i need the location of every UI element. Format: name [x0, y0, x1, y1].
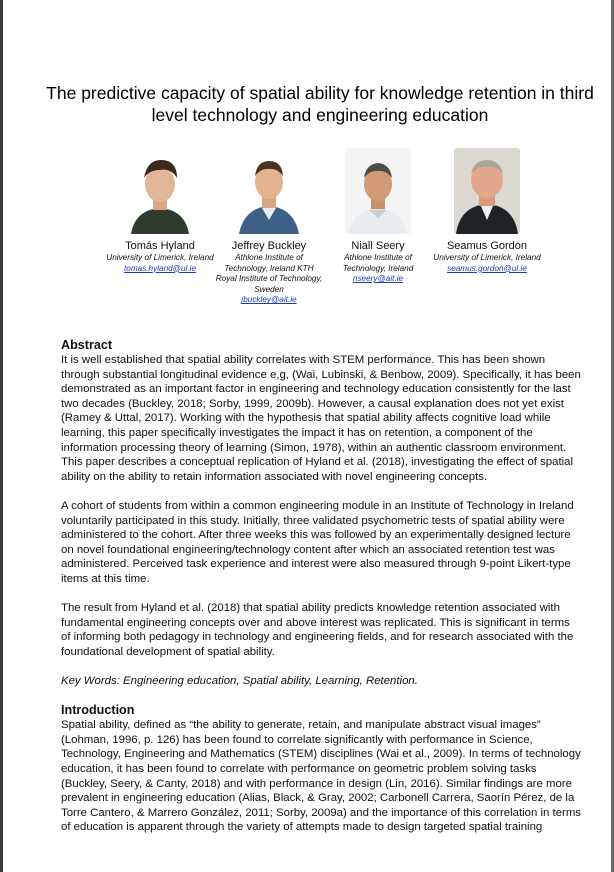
author-photo — [345, 148, 411, 234]
abstract-paragraph: A cohort of students from within a common engineering module in an Institute of Technology in Ireland voluntarily participated in this study. Initially, three validated psychometric tests of spatial ability were administered to the cohort. After three weeks this was followed by an experimentally designed lecture on novel foundational engineering/technology content after which an associated retention test was administered. Perceived task experience and interest were also measured through 9-point Likert-type items at this time. — [61, 499, 574, 585]
paper-title: The predictive capacity of spatial ability for knowledge retention in third level technology and engineering education — [46, 83, 594, 125]
author-photo — [236, 148, 302, 234]
author-affiliation: University of Limerick, Ireland — [433, 253, 541, 262]
author-name: Jeffrey Buckley — [231, 240, 307, 252]
author-card — [432, 148, 542, 274]
author-photo — [127, 148, 193, 234]
author-name: Seamus Gordon — [446, 240, 528, 252]
author-photo — [454, 148, 520, 234]
author-name: Niall Seery — [351, 240, 405, 252]
author-card — [105, 148, 215, 274]
abstract-heading: Abstract — [61, 338, 113, 352]
author-affiliation: University of Limerick, Ireland — [106, 253, 214, 262]
author-affiliation: Athlone Institute of Technology, Ireland KTH Royal Institute of Technology, Sweden — [215, 253, 323, 294]
abstract-paragraph: The result from Hyland et al. (2018) that spatial ability predicts knowledge retention associated with fundamental engineering concepts over and above interest was replicated. This is significant in terms of informing both pedagogy in technology and engineering fields, and for research associated with the foundational development of spatial ability. — [61, 602, 574, 658]
abstract-paragraph: It is well established that spatial ability correlates with STEM performance. This has been shown through substantial longitudinal evidence e,g, (Wai, Lubinski, & Benbow, 2009). Specifically, it has been demonstrated as an important factor in engineering and technology education consistently for the last two decades (Buckley, 2018; Sorby, 1999, 2009b). However, a causal explanation does not yet exist (Ramey & Uttal, 2017). Working with the hypothesis that spatial ability affects cognitive load while learning, this paper specifically investigates the impact it has on retention, a component of the information processing theory of learning (Simon, 1978), within an authentic classroom environment. This paper describes a conceptual replication of Hyland et al. (2018), investigating the effect of spatial ability on the ability to retain information associated with novel engineering concepts. — [61, 354, 581, 483]
author-email-link[interactable]: jbuckley@ait.ie — [241, 295, 297, 305]
author-email-link[interactable]: seamus.gordon@ul.ie — [447, 263, 527, 273]
author-name: Tomás Hyland — [125, 240, 195, 252]
author-email-link[interactable]: tomas.hyland@ul.ie — [123, 263, 197, 273]
keywords: Key Words: Engineering education, Spatial ability, Learning, Retention. — [61, 675, 418, 688]
paper-body — [61, 338, 581, 835]
author-email-link[interactable]: nseery@ait.ie — [352, 274, 404, 284]
author-card — [323, 148, 433, 285]
introduction-heading: Introduction — [61, 703, 135, 718]
author-card — [214, 148, 324, 306]
introduction-paragraph: Spatial ability, defined as “the ability to generate, retain, and manipulate abstract visual images” (Lohman, 1996, p. 126) has been found to correlate significantly with performance in Science, Technology, Engineering and Mathematics (STEM) disciplines (Wai et al., 2009). In terms of technology education, it has been found to correlate with performance on geometric problem solving tasks (Buckley, Seery, & Canty, 2018) and with performance in design (Lin, 2016). Similar findings are more prevalent in engineering education (Alias, Black, & Gray, 2002; Carbonell Carrera, Saorín Pérez, de la Torre Cantero, & Marrero González, 2011; Sorby, 2009a) and the importance of this correlation in terms of education is apparent through the variety of attempts made to design targeted spatial training — [61, 719, 582, 834]
author-affiliation: Athlone Institute of Technology, Ireland — [342, 253, 414, 273]
viewer-left-edge — [0, 0, 3, 872]
